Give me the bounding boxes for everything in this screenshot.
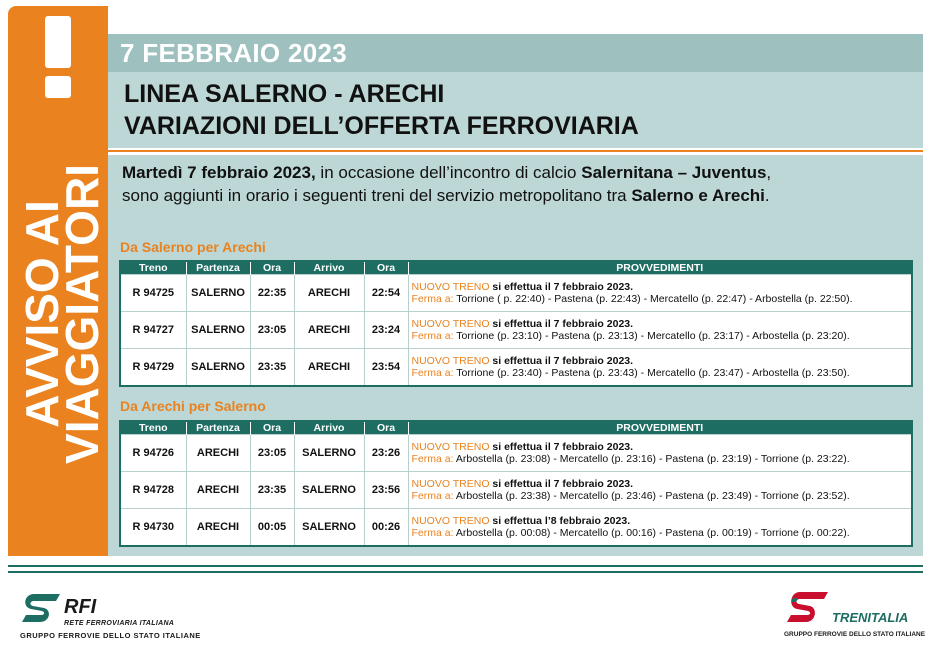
cell-ora-arrivo: 00:26 — [364, 509, 408, 546]
main-content — [108, 155, 923, 556]
effettua-text: si effettua il 7 febbraio 2023. — [492, 354, 634, 367]
nuovo-treno-label: NUOVO TRENO — [411, 281, 490, 293]
effettua-text: si effettua il 7 febbraio 2023. — [492, 318, 634, 330]
table-row — [120, 349, 912, 386]
cell-treno: R 94730 — [120, 509, 186, 546]
side-label-line1: AVVISO AI — [16, 200, 68, 428]
ferma-label: Ferma a: — [411, 293, 454, 305]
rfi-logo — [20, 592, 201, 646]
col-ora-partenza: Ora — [250, 261, 294, 275]
fermate-text: Arbostella (p. 00:08) - Mercatello (p. 00:16) - Pastena (p. 00:19) - Torrione (p. 00:22). — [455, 526, 850, 539]
col-arrivo: Arrivo — [294, 261, 364, 275]
ferma-label: Ferma a: — [411, 526, 454, 539]
col-partenza: Partenza — [186, 261, 250, 275]
trenitalia-logo — [784, 590, 924, 644]
cell-ora-partenza: 22:35 — [250, 275, 294, 312]
fs-logo-icon — [784, 590, 830, 633]
col-provvedimenti: PROVVEDIMENTI — [408, 261, 912, 275]
fermate-text: Arbostella (p. 23:08) - Mercatello (p. 23:16) - Pastena (p. 23:19) - Torrione (p. 23:22). — [455, 453, 850, 465]
cell-treno: R 94727 — [120, 312, 186, 349]
cell-ora-partenza: 23:35 — [250, 349, 294, 386]
cell-arrivo: ARECHI — [294, 275, 364, 312]
cell-partenza: ARECHI — [186, 509, 250, 546]
side-banner — [8, 6, 108, 556]
cell-provvedimenti — [408, 472, 912, 509]
cell-partenza: SALERNO — [186, 275, 250, 312]
trenitalia-group: GRUPPO FERROVIE DELLO STATO ITALIANE — [784, 631, 926, 638]
table-header-row — [120, 261, 912, 275]
cell-arrivo: SALERNO — [294, 509, 364, 546]
rfi-name: RFI — [64, 596, 97, 618]
table-row — [120, 435, 912, 472]
cell-treno: R 94725 — [120, 275, 186, 312]
trenitalia-name: TRENITALIA — [832, 610, 909, 625]
cell-partenza: SALERNO — [186, 312, 250, 349]
cell-provvedimenti — [408, 509, 912, 546]
col-ora-arrivo: Ora — [364, 261, 408, 275]
cell-provvedimenti — [408, 275, 912, 312]
schedule-table-salerno-arechi — [119, 260, 913, 387]
nuovo-treno-label: NUOVO TRENO — [411, 478, 490, 490]
ferma-label: Ferma a: — [411, 453, 454, 465]
effettua-text: si effettua l’8 febbraio 2023. — [492, 514, 631, 527]
col-arrivo: Arrivo — [294, 421, 364, 435]
page-title-line1: LINEA SALERNO - ARECHI — [124, 80, 445, 108]
cell-ora-partenza: 23:35 — [250, 472, 294, 509]
table-row — [120, 275, 912, 312]
date-band — [108, 34, 923, 72]
cell-provvedimenti — [408, 435, 912, 472]
nuovo-treno-label: NUOVO TRENO — [411, 318, 490, 330]
nuovo-treno-label: NUOVO TRENO — [411, 354, 490, 367]
col-treno: Treno — [120, 421, 186, 435]
cell-partenza: SALERNO — [186, 349, 250, 386]
page-title-line2: VARIAZIONI DELL’OFFERTA FERROVIARIA — [124, 112, 639, 140]
cell-ora-partenza: 00:05 — [250, 509, 294, 546]
col-provvedimenti: PROVVEDIMENTI — [408, 421, 912, 435]
effettua-text: si effettua il 7 febbraio 2023. — [492, 281, 634, 293]
fermate-text: Torrione ( p. 22:40) - Pastena (p. 22:43) - Mercatello (p. 22:47) - Arbostella (p. 22:50). — [456, 293, 853, 305]
cell-ora-arrivo: 22:54 — [364, 275, 408, 312]
ferma-label: Ferma a: — [411, 490, 454, 502]
effettua-text: si effettua il 7 febbraio 2023. — [492, 441, 634, 453]
footer-divider — [8, 565, 923, 567]
section-title-salerno-arechi: Da Salerno per Arechi — [120, 239, 266, 255]
fermate-text: Torrione (p. 23:40) - Pastena (p. 23:43) - Mercatello (p. 23:47) - Arbostella (p. 23:50). — [456, 366, 850, 379]
side-label-text — [16, 164, 108, 464]
cell-treno: R 94729 — [120, 349, 186, 386]
intro-date: Martedì 7 febbraio 2023, — [122, 163, 316, 182]
intro-dot: . — [764, 186, 770, 205]
intro-text-2: sono aggiunti in orario i seguenti treni del servizio metropolitano tra — [122, 186, 632, 205]
intro-match: Salernitana – Juventus — [581, 163, 767, 182]
notice-date: 7 FEBBRAIO 2023 — [120, 38, 348, 68]
cell-partenza: ARECHI — [186, 472, 250, 509]
divider — [8, 150, 923, 152]
cell-treno: R 94726 — [120, 435, 186, 472]
cell-ora-arrivo: 23:54 — [364, 349, 408, 386]
cell-ora-arrivo: 23:56 — [364, 472, 408, 509]
ferma-label: Ferma a: — [411, 330, 454, 342]
schedule-table-arechi-salerno — [119, 420, 913, 547]
intro-text — [122, 161, 917, 207]
table-row — [120, 509, 912, 546]
cell-arrivo: ARECHI — [294, 349, 364, 386]
col-treno: Treno — [120, 261, 186, 275]
cell-ora-arrivo: 23:24 — [364, 312, 408, 349]
side-label-line2: VIAGGIATORI — [56, 164, 108, 464]
cell-partenza: ARECHI — [186, 435, 250, 472]
cell-ora-arrivo: 23:26 — [364, 435, 408, 472]
fermate-text: Torrione (p. 23:10) - Pastena (p. 23:13) - Mercatello (p. 23:17) - Arbostella (p. 23:20). — [456, 330, 850, 342]
table-row — [120, 472, 912, 509]
rfi-group: GRUPPO FERROVIE DELLO STATO ITALIANE — [20, 631, 201, 640]
table-header-row — [120, 421, 912, 435]
table-row — [120, 312, 912, 349]
cell-ora-partenza: 23:05 — [250, 312, 294, 349]
cell-arrivo: SALERNO — [294, 435, 364, 472]
intro-comma: , — [766, 163, 772, 182]
section-title-arechi-salerno: Da Arechi per Salerno — [120, 398, 266, 414]
cell-ora-partenza: 23:05 — [250, 435, 294, 472]
effettua-text: si effettua il 7 febbraio 2023. — [492, 478, 634, 490]
cell-provvedimenti — [408, 349, 912, 386]
col-ora-arrivo: Ora — [364, 421, 408, 435]
intro-route: Salerno e Arechi — [631, 186, 765, 205]
col-ora-partenza: Ora — [250, 421, 294, 435]
exclamation-icon — [8, 6, 108, 106]
fermate-text: Arbostella (p. 23:38) - Mercatello (p. 23:46) - Pastena (p. 23:49) - Torrione (p. 23:52). — [455, 490, 850, 502]
rfi-subtitle: RETE FERROVIARIA ITALIANA — [64, 620, 175, 627]
nuovo-treno-label: NUOVO TRENO — [411, 514, 490, 527]
col-partenza: Partenza — [186, 421, 250, 435]
side-label — [16, 114, 108, 514]
fs-logo-icon — [20, 592, 62, 633]
ferma-label: Ferma a: — [411, 366, 454, 379]
cell-arrivo: SALERNO — [294, 472, 364, 509]
cell-arrivo: ARECHI — [294, 312, 364, 349]
intro-text-1: in occasione dell’incontro di calcio — [315, 163, 582, 182]
cell-provvedimenti — [408, 312, 912, 349]
title-band — [108, 72, 923, 148]
cell-treno: R 94728 — [120, 472, 186, 509]
nuovo-treno-label: NUOVO TRENO — [411, 441, 490, 453]
footer-divider — [8, 571, 923, 573]
